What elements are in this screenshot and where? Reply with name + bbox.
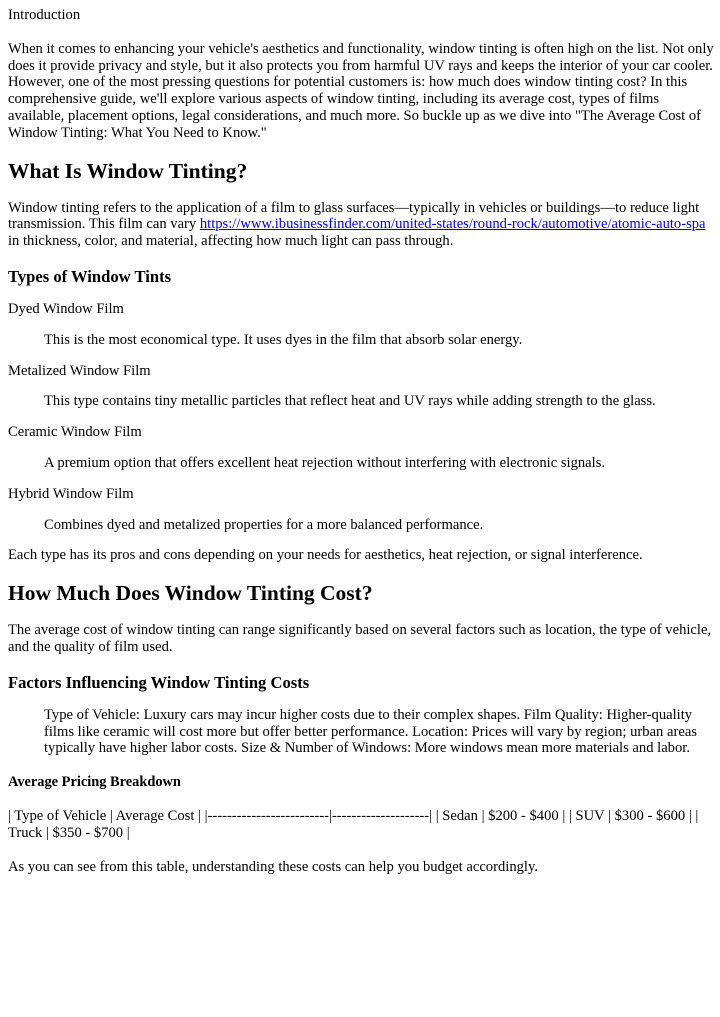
tint-type-term: Dyed Window Film xyxy=(8,300,124,317)
tint-type-term: Hybrid Window Film xyxy=(8,485,134,502)
tint-type-description: This is the most economical type. It uses dyes in the film that absorb solar energy. xyxy=(44,331,523,348)
heading-average-pricing: Average Pricing Breakdown xyxy=(8,774,181,791)
types-summary: Each type has its pros and cons depending on your needs for aesthetics, heat rejection, or signal interference. xyxy=(8,547,643,564)
pricing-table-text: | Type of Vehicle | Average Cost | |-------------------------|--------------------| | Sedan | $200 - $400 | | SUV | $300 - $600 | | Truck | $350 - $700 | xyxy=(8,808,699,841)
business-finder-link[interactable]: https://www.ibusinessfinder.com/united-states/round-rock/automotive/atomic-auto-spa xyxy=(199,216,706,233)
tint-type-term: Ceramic Window Film xyxy=(8,424,142,441)
tint-type-description: Combines dyed and metalized properties for a more balanced performance. xyxy=(44,516,484,533)
what-is-paragraph xyxy=(8,200,714,250)
heading-what-is-window-tinting: What Is Window Tinting? xyxy=(8,158,248,183)
tint-type-description: This type contains tiny metallic particles that reflect heat and UV rays while adding strength to the glass. xyxy=(44,393,656,410)
tint-type-term: Metalized Window Film xyxy=(8,362,151,379)
what-is-text-after-link: in thickness, color, and material, affecting how much light can pass through. xyxy=(8,233,454,250)
pricing-closing: As you can see from this table, understanding these costs can help you budget accordingly. xyxy=(8,858,538,875)
intro-label: Introduction xyxy=(8,7,81,23)
intro-paragraph: When it comes to enhancing your vehicle's aesthetics and functionality, window tinting is often high on the list. Not only does it provide privacy and style, but it also protects you from harmful UV rays and keeps the interior of your car cooler. However, one of the most pressing questions for potential customers is: how much does window tinting cost? In this comprehensive guide, we'll explore various aspects of window tinting, including its average cost, types of films available, placement options, legal considerations, and much more. So buckle up as we dive into "The Average Cost of Window Tinting: What You Need to Know." xyxy=(8,40,714,141)
factors-text: Type of Vehicle: Luxury cars may incur higher costs due to their complex shapes. Film Quality: Higher-quality films like ceramic will cost more but offer better performance. Location: Prices will vary by region; urban areas typically have higher labor costs. Size & Number of Windows: More windows mean more materials and labor. xyxy=(44,706,697,757)
heading-how-much-cost: How Much Does Window Tinting Cost? xyxy=(8,581,373,606)
what-is-text-before-link: Window tinting refers to the application of a film to glass surfaces—typically in vehicles or buildings—to reduce light transmission. This film can vary xyxy=(8,199,700,233)
heading-factors: Factors Influencing Window Tinting Costs xyxy=(8,672,310,692)
heading-types-of-window-tints: Types of Window Tints xyxy=(8,266,172,286)
cost-paragraph: The average cost of window tinting can range significantly based on several factors such as location, the type of vehicle, and the quality of film used. xyxy=(8,622,712,655)
tint-type-description: A premium option that offers excellent heat rejection without interfering with electronic signals. xyxy=(44,454,606,471)
